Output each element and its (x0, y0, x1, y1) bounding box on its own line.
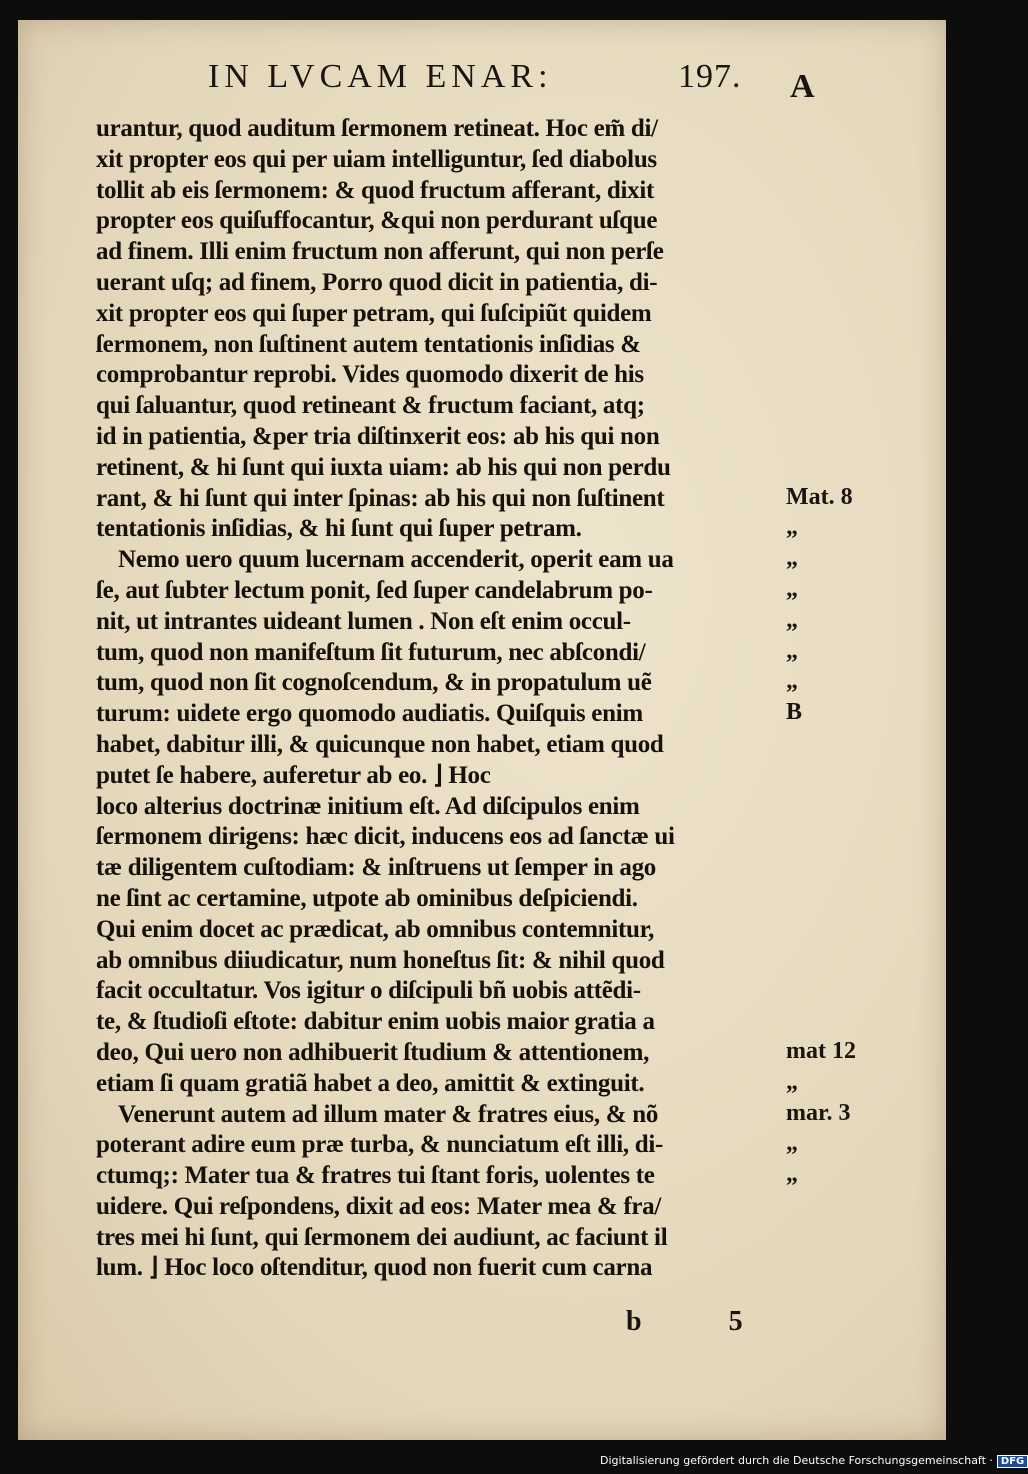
text-line: tentationis inſidias, & hi ſunt qui ſuper petram. (96, 515, 582, 543)
margin-note: B (786, 699, 803, 726)
text-line: lum. ⌋ Hoc loco oſtenditur, quod non fuerit cum carna (96, 1254, 653, 1282)
margin-note: „ (786, 1161, 798, 1188)
text-line: putet ſe habere, auferetur ab eo. ⌋ Hoc (96, 761, 491, 789)
text-line: ſermonem dirigens: hæc dicit, inducens eos ad ſanctæ ui (96, 823, 675, 851)
text-line: ne ſint ac certamine, utpote ab ominibus deſpiciendi. (96, 884, 638, 912)
margin-note: „ (786, 637, 798, 664)
text-line: Venerunt autem ad illum mater & fratres eius, & nõ (118, 1100, 659, 1128)
text-line: ctumq;: Mater tua & fratres tui ſtant foris, uolentes te (96, 1162, 655, 1190)
header-title: IN LVCAM ENAR: (208, 58, 553, 95)
margin-note: „ (786, 576, 798, 602)
text-line: turum: uidete ergo quomodo audiatis. Quiſquis enim (96, 700, 643, 728)
text-line: tum, quod non manifeſtum ſit futurum, nec abſcondi/ (96, 638, 646, 666)
margin-note: Mat. 8 (786, 483, 853, 510)
text-line: nit, ut intrantes uideant lumen . Non eſt enim occul- (96, 607, 631, 635)
text-line: propter eos quiſuffocantur, &qui non perdurant uſque (96, 207, 658, 235)
text-line: habet, dabitur illi, & quicunque non habet, etiam quod (96, 730, 664, 758)
margin-note: „ (786, 545, 798, 572)
text-line: ſe, aut ſubter lectum ponit, ſed ſuper candelabrum po- (96, 576, 653, 604)
page-number: 197. (678, 58, 742, 95)
text-line: urantur, quod auditum ſermonem retineat. Hoc em̃ di/ (96, 115, 658, 142)
text-line: ad finem. Illi enim fructum non afferunt, qui non perſe (96, 238, 664, 266)
scanned-page (18, 20, 946, 1440)
signature-mark: b 5 (626, 1306, 783, 1337)
text-line: tres mei hi ſunt, qui ſermonem dei audiunt, ac faciunt il (96, 1223, 668, 1251)
text-line: xit propter eos qui per uiam intelliguntur, ſed diabolus (96, 145, 657, 173)
body-text (96, 114, 786, 1284)
text-line: retinent, & hi ſunt qui iuxta uiam: ab his qui non perdu (96, 453, 671, 481)
text-line: id in patientia, &per tria diſtinxerit eos: ab his qui non (96, 422, 660, 450)
running-header (208, 58, 768, 96)
text-line: rant, & hi ſunt qui inter ſpinas: ab his qui non ſuſtinent (96, 484, 665, 512)
dfg-logo-icon: DFG (997, 1455, 1028, 1468)
text-line: etiam ſi quam gratiã habet a deo, amittit & extinguit. (96, 1069, 645, 1097)
text-line: comprobantur reprobi. Vides quomodo dixerit de his (96, 361, 644, 389)
footer-credit (600, 1454, 1025, 1470)
text-line: uerant uſq; ad finem, Porro quod dicit in patientia, di- (96, 268, 658, 296)
margin-note: „ (786, 1130, 798, 1157)
text-line: tæ diligentem cuſtodiam: & inſtruens ut ſemper in ago (96, 854, 657, 882)
section-mark: A (790, 68, 815, 105)
text-line: Qui enim docet ac prædicat, ab omnibus contemnitur, (96, 915, 655, 943)
text-line: poterant adire eum præ turba, & nunciatum eſt illi, di- (96, 1131, 664, 1159)
text-line: ſermonem, non ſuſtinent autem tentationis inſidias & (96, 330, 641, 358)
text-line: te, & ſtudioſi eſtote: dabitur enim uobis maior gratia a (96, 1008, 655, 1036)
margin-note: „ (786, 668, 798, 695)
text-line: deo, Qui uero non adhibuerit ſtudium & attentionem, (96, 1038, 650, 1066)
text-line: xit propter eos qui ſuper petram, qui ſuſcipiũt quidem (96, 299, 652, 327)
text-line: loco alterius doctrinæ initium eſt. Ad diſcipulos enim (96, 792, 640, 820)
margin-note: mat 12 (786, 1038, 856, 1064)
margin-note: mar. 3 (786, 1099, 851, 1126)
text-line: uidere. Qui reſpondens, dixit ad eos: Mater mea & fra/ (96, 1192, 662, 1220)
text-line: tollit ab eis ſermonem: & quod fructum afferant, dixit (96, 176, 655, 204)
footer-text: Digitalisierung gefördert durch die Deutsche Forschungsgemeinschaft · (600, 1454, 993, 1467)
text-line: qui ſaluantur, quod retineant & fructum faciant, atq; (96, 392, 645, 420)
margin-note: „ (786, 514, 798, 541)
text-line: ab omnibus diiudicatur, num honeſtus ſit: & nihil quod (96, 946, 665, 974)
text-line: Nemo uero quum lucernam accenderit, operit eam ua (118, 546, 674, 574)
text-line: facit occultatur. Vos igitur o diſcipuli bñ uobis attẽdi- (96, 977, 641, 1005)
margin-note: „ (786, 1068, 798, 1095)
text-line: tum, quod non ſit cognoſcendum, & in propatulum uẽ (96, 669, 652, 697)
margin-note: „ (786, 606, 798, 633)
